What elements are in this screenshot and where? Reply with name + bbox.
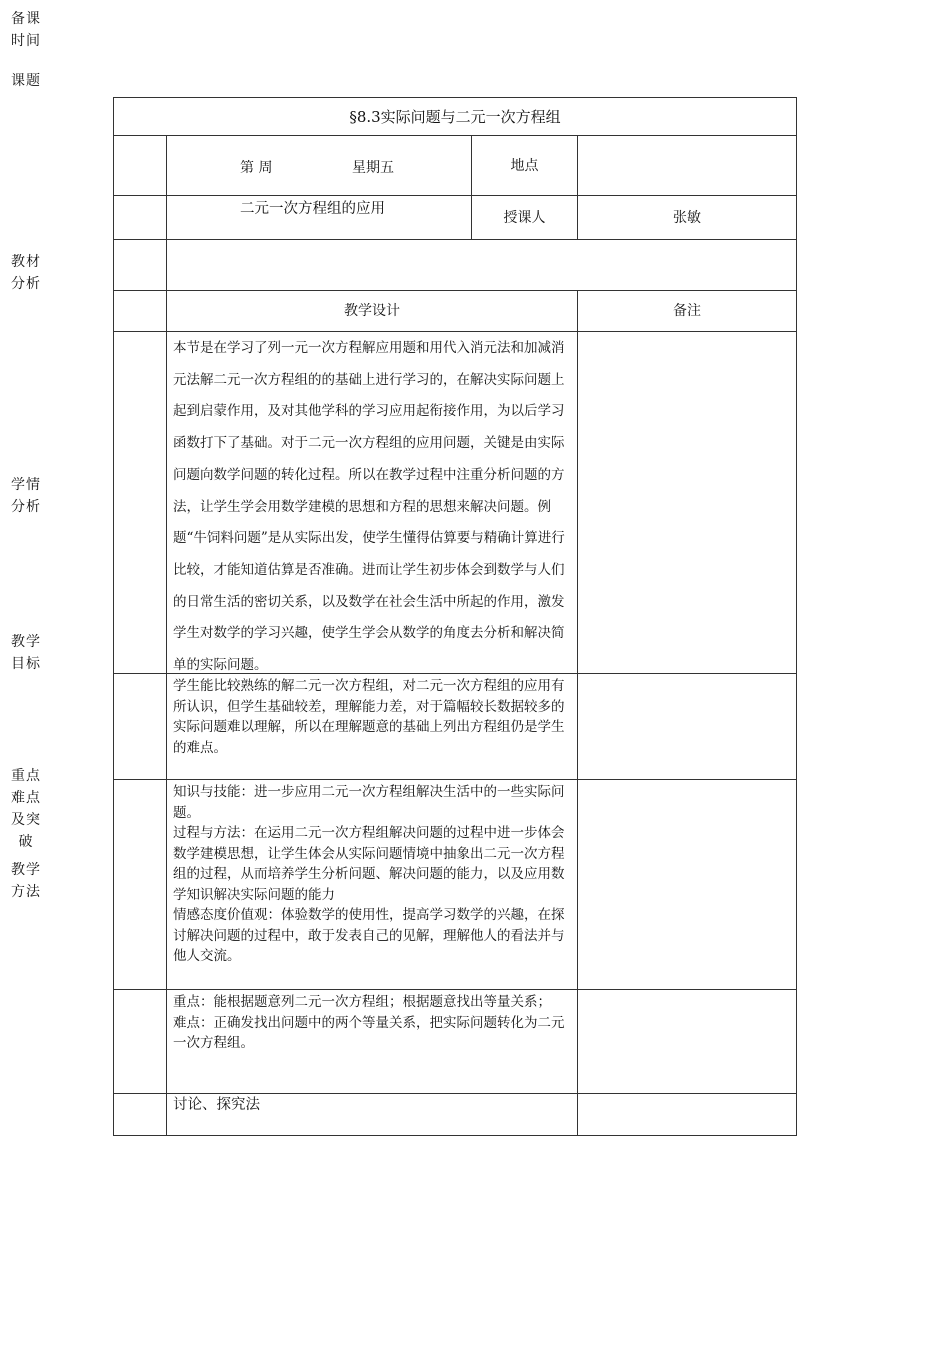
table-border-left <box>113 97 114 1136</box>
row-divider <box>113 1093 797 1094</box>
table-border-right <box>796 97 797 1136</box>
week-field: 第 周 <box>240 160 273 176</box>
difficult-point: 难点：正确发找出问题中的两个等量关系，把实际问题转化为二元一次方程组。 <box>173 1014 565 1051</box>
notes-header: 备注 <box>673 303 701 319</box>
material-analysis-label: 教材 分析 <box>11 253 41 292</box>
row-divider <box>113 331 797 332</box>
student-analysis-text: 学生能比较熟练的解二元一次方程组，对二元一次方程组的应用有所认识，但学生基础较差，理解能力差，对于篇幅较长数据较多的实际问题难以理解，所以在理解题意的基础上列出方程组仍是学生的难点。 <box>173 678 565 756</box>
place-value <box>578 136 796 195</box>
goal-knowledge: 知识与技能：进一步应用二元一次方程组解决生活中的一些实际问题。 <box>173 784 565 821</box>
prep-time-label: 备课 时间 <box>11 10 41 49</box>
key-points-text <box>173 992 573 1054</box>
label-column-divider <box>166 135 167 1136</box>
teaching-method-value: 讨论、探究法 <box>173 1097 260 1113</box>
table-border-bottom <box>113 1135 797 1136</box>
topic-label: 课题 <box>11 72 41 89</box>
key-points-label: 重点 难点 及突 破 <box>11 767 41 850</box>
key-point: 重点：能根据题意列二元一次方程组；根据题意找出等量关系； <box>173 994 551 1010</box>
teacher-value: 张敏 <box>673 209 701 226</box>
notes-column-divider <box>577 290 578 1136</box>
student-analysis-label: 学情 分析 <box>11 476 41 515</box>
row-divider <box>113 779 797 780</box>
row-divider <box>113 989 797 990</box>
material-analysis-text: 本节是在学习了列一元一次方程解应用题和用代入消元法和加减消元法解二元一次方程组的的基础上进行学习的，在解决实际问题上起到启蒙作用，及对其他学科的学习应用起衔接作用，为以后学习函数打下了基础。对于二元一次方程组的应用问题，关键是由实际问题向数学问题的转化过程。所以在教学过程中注重分析问题的方法，让学生学会用数学建模的思想和方程的思想来解决问题。例题“牛饲料问题”是从实际出发，使学生懂得估算要与精确计算进行比较，才能知道估算是否准确。进而让学生初步体会到数学与人们的日常生活的密切关系，以及数学在社会生活中所起的作用，激发学生对数学的学习兴趣，使学生学会从数学的角度去分析和解决简单的实际问题。 <box>173 340 565 674</box>
teaching-goals-label: 教学 目标 <box>11 633 41 672</box>
teaching-goals-text <box>173 782 573 967</box>
page-title: §8.3实际问题与二元一次方程组 <box>349 107 561 126</box>
row-divider <box>113 239 797 240</box>
topic-value: 二元一次方程组的应用 <box>240 201 385 217</box>
design-header: 教学设计 <box>344 303 400 319</box>
goal-process: 过程与方法：在运用二元一次方程组解决问题的过程中进一步体会数学建模思想，让学生体会从实际问题情境中抽象出二元一次方程组的过程，从而培养学生分析问题、解决问题的能力，以及应用数学知识解决实际问题的能力 <box>173 825 565 903</box>
goal-attitude: 情感态度价值观：体验数学的使用性，提高学习数学的兴趣，在探讨解决问题的过程中，敢于发表自己的见解，理解他人的看法并与他人交流。 <box>173 907 565 964</box>
teacher-label: 授课人 <box>503 209 546 226</box>
teaching-method-label: 教学 方法 <box>11 861 41 900</box>
place-label: 地点 <box>510 157 539 174</box>
weekday-field: 星期五 <box>352 160 394 176</box>
